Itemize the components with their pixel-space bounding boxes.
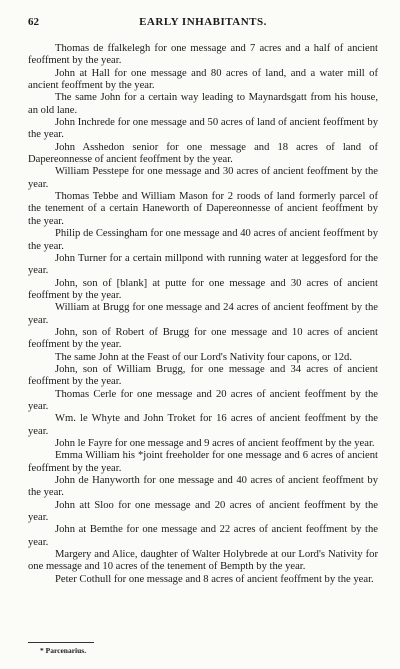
entry: William Pesstepe for one message and 30 acres of ancient feoffment by the year.	[28, 166, 378, 190]
entry: Peter Cothull for one message and 8 acres of ancient feoffment by the year.	[55, 573, 374, 585]
entry: John, son of Robert of Brugg for one message and 10 acres of ancient feoffment by the year.	[28, 326, 378, 351]
footnote: * Parcenarius.	[40, 646, 87, 655]
entry: Emma William his *joint freeholder for one message and 6 acres of ancient feoffment by the year.	[28, 450, 378, 474]
entry: Wm. le Whyte and John Troket for 16 acres of ancient feoffment by the year.	[28, 413, 378, 437]
page-header	[28, 16, 378, 30]
footnote-rule	[28, 642, 94, 643]
entry: John le Fayre for one message and 9 acres of ancient feoffment by the year.	[55, 438, 375, 449]
entry: John at Bemthe for one message and 22 acres of ancient feoffment by the year.	[28, 524, 378, 548]
entry: John Asshedon senior for one message and 18 acres of land of Dapereonnesse of ancient feoffment by the year.	[28, 141, 378, 166]
entry: John at Hall for one message and 80 acres of land, and a water mill of ancient feoffment by the year.	[28, 67, 378, 92]
entry: John de Hanyworth for one message and 40 acres of ancient feoffment by the year.	[28, 475, 378, 499]
entry: John Inchrede for one message and 50 acres of land of ancient feoffment by the year.	[28, 117, 378, 141]
page-number: 62	[28, 16, 39, 28]
entry: John att Sloo for one message and 20 acres of ancient feoffment by the year.	[28, 499, 378, 524]
entry: The same John for a certain way leading to Maynardsgatt from his house, an old lane.	[28, 92, 378, 116]
entry: The same John at the Feast of our Lord's Nativity four capons, or 12d.	[55, 351, 352, 363]
entry: John, son of William Brugg, for one message and 34 acres of ancient feoffment by the year.	[28, 363, 378, 388]
body-text	[28, 43, 378, 586]
entry: John, son of [blank] at putte for one message and 30 acres of ancient feoffment by the year.	[28, 277, 378, 301]
running-title: EARLY INHABITANTS.	[139, 16, 267, 28]
entry: Thomas Cerle for one message and 20 acres of ancient feoffment by the year.	[28, 388, 378, 412]
entry: Thomas de ffalkelegh for one message and 7 acres and a half of ancient feoffment by the year.	[28, 43, 378, 67]
entry: Margery and Alice, daughter of Walter Holybrede at our Lord's Nativity for one message and 10 acres of the tenement of Bempth by the year.	[28, 549, 378, 573]
entry: William at Brugg for one message and 24 acres of ancient feoffment by the year.	[28, 302, 378, 326]
entry: John Turner for a certain millpond with running water at leggesford for the year.	[28, 252, 378, 277]
entry: Philip de Cessingham for one message and 40 acres of ancient feoffment by the year.	[28, 228, 378, 252]
entry: Thomas Tebbe and William Mason for 2 roods of land formerly parcel of the tenement of a certain Haneworth of Dapereonnesse of ancient feoffment by the year.	[28, 191, 378, 227]
